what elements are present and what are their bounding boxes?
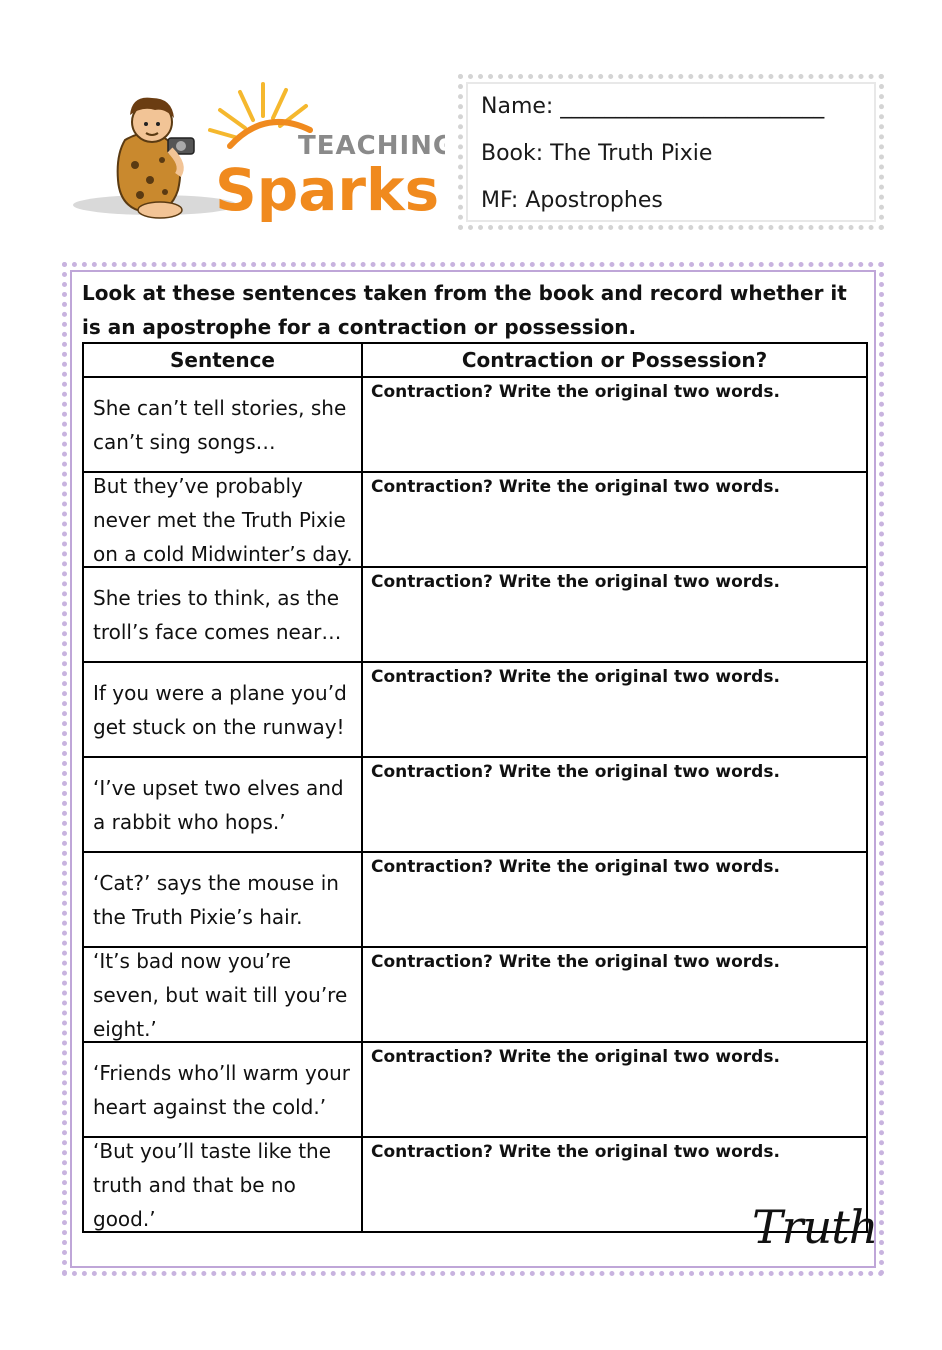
table-row (83, 947, 867, 1042)
sentence-cell: ‘Cat?’ says the mouse in the Truth Pixie’s hair. (83, 852, 362, 947)
table-row (83, 1042, 867, 1137)
table-row (83, 852, 867, 947)
table-row (83, 757, 867, 852)
answer-cell[interactable] (362, 947, 867, 1042)
sentence-cell: She tries to think, as the troll’s face comes near… (83, 567, 362, 662)
answer-prompt: Contraction? Write the original two words. (371, 857, 780, 877)
sentence-cell: ‘I’ve upset two elves and a rabbit who hops.’ (83, 757, 362, 852)
answer-prompt: Contraction? Write the original two words. (371, 667, 780, 687)
table-row (83, 567, 867, 662)
answer-prompt: Contraction? Write the original two words. (371, 952, 780, 972)
instructions-text: Look at these sentences taken from the book and record whether it is an apostrophe for a contraction or possession. (82, 281, 847, 339)
logo-word-teaching: TEACHING (298, 131, 445, 161)
focus-topic: MF: Apostrophes (481, 188, 663, 213)
answer-prompt: Contraction? Write the original two words. (371, 382, 780, 402)
answer-cell[interactable] (362, 472, 867, 567)
column-header-type: Contraction or Possession? (362, 343, 867, 377)
table-row (83, 1137, 867, 1232)
table-row (83, 377, 867, 472)
answer-cell[interactable] (362, 757, 867, 852)
sentence-cell: ‘It’s bad now you’re seven, but wait till you’re eight.’ (83, 947, 362, 1042)
answer-cell[interactable] (362, 1042, 867, 1137)
student-info-box (458, 74, 884, 230)
name-field[interactable]: Name: ________________________ (481, 94, 825, 119)
sentence-cell: She can’t tell stories, she can’t sing songs… (83, 377, 362, 472)
answer-prompt: Contraction? Write the original two words. (371, 572, 780, 592)
answer-prompt: Contraction? Write the original two words. (371, 1047, 780, 1067)
teaching-sparks-logo (70, 80, 445, 230)
answer-cell[interactable] (362, 852, 867, 947)
logo-word-sparks: Sparks (215, 156, 440, 224)
apostrophe-table (82, 342, 868, 1233)
table-header-row (83, 343, 867, 377)
answer-prompt: Contraction? Write the original two words. (371, 762, 780, 782)
column-header-sentence: Sentence (83, 343, 362, 377)
answer-prompt: Contraction? Write the original two words. (371, 477, 780, 497)
sentence-cell: ‘But you’ll taste like the truth and that be no good.’ (83, 1137, 362, 1232)
truth-watermark: Truth (752, 1200, 878, 1254)
sentence-cell: If you were a plane you’d get stuck on the runway! (83, 662, 362, 757)
table-row (83, 662, 867, 757)
sentence-cell: ‘Friends who’ll warm your heart against the cold.’ (83, 1042, 362, 1137)
book-title: Book: The Truth Pixie (481, 141, 713, 166)
answer-cell[interactable] (362, 377, 867, 472)
answer-cell[interactable] (362, 662, 867, 757)
table-row (83, 472, 867, 567)
answer-cell[interactable] (362, 567, 867, 662)
sentence-cell: But they’ve probably never met the Truth Pixie on a cold Midwinter’s day. (83, 472, 362, 567)
answer-prompt: Contraction? Write the original two words. (371, 1142, 780, 1162)
